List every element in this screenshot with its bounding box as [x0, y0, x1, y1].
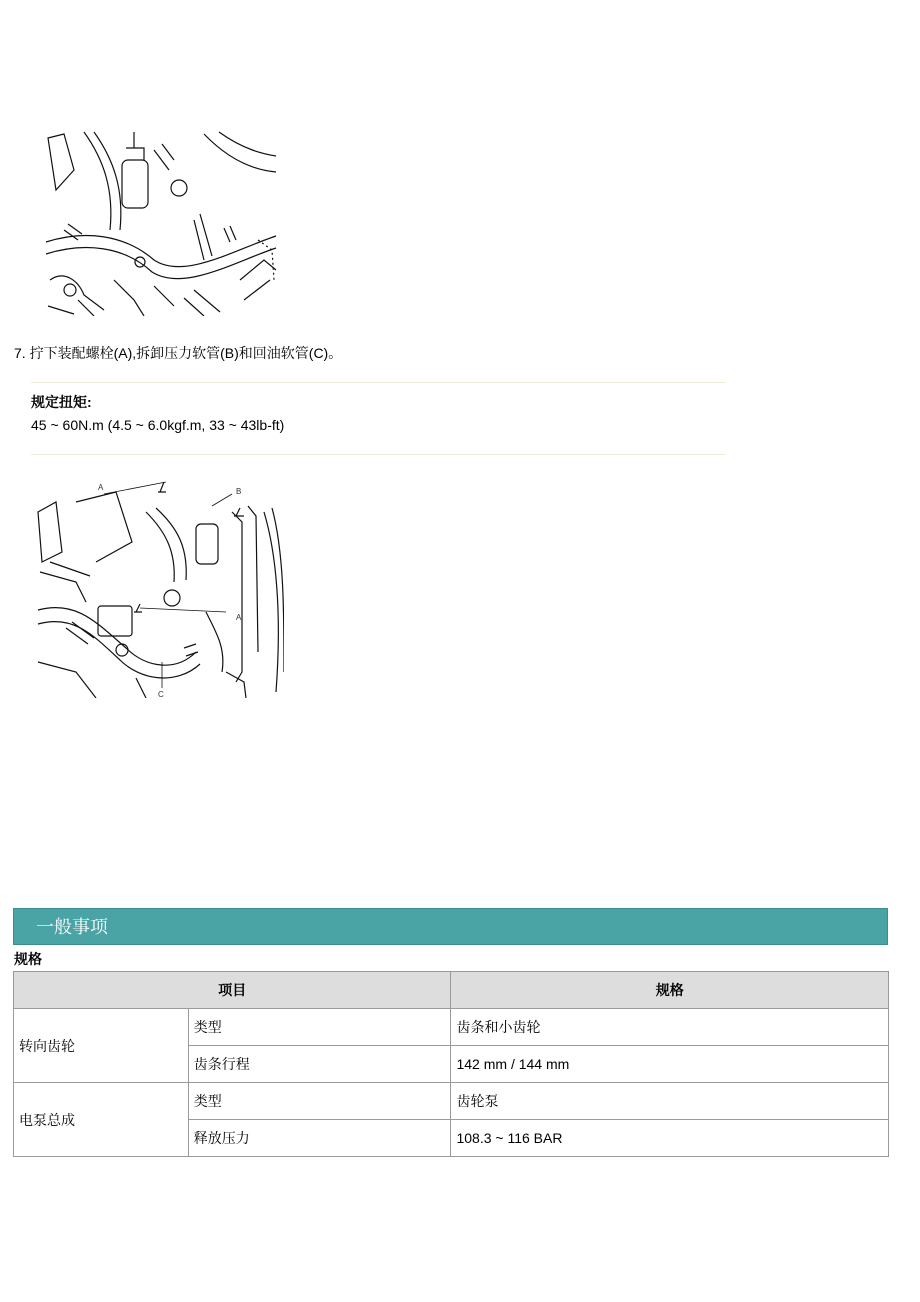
row-spec: 齿轮泵 — [451, 1083, 889, 1120]
table-row — [14, 1009, 889, 1046]
table-header-row — [14, 972, 889, 1009]
row-item: 类型 — [188, 1083, 451, 1120]
hose-illustration — [44, 130, 278, 316]
torque-value: 45 ~ 60N.m (4.5 ~ 6.0kgf.m, 33 ~ 43lb-ft) — [31, 417, 285, 433]
header-item: 项目 — [14, 972, 451, 1009]
figure-bolt-hose-drawing — [36, 472, 284, 698]
callout-b: B — [236, 487, 242, 496]
spec-subtitle: 规格 — [14, 951, 42, 967]
header-spec: 规格 — [451, 972, 889, 1009]
divider — [31, 454, 726, 455]
spec-table — [13, 971, 889, 1157]
step-instruction: 7. 拧下装配螺栓(A),拆卸压力软管(B)和回油软管(C)。 — [14, 345, 343, 361]
row-spec: 齿条和小齿轮 — [451, 1009, 889, 1046]
row-item: 释放压力 — [188, 1120, 451, 1157]
row-item: 齿条行程 — [188, 1046, 451, 1083]
row-spec: 142 mm / 144 mm — [451, 1046, 889, 1083]
table-row — [14, 1083, 889, 1120]
row-item: 类型 — [188, 1009, 451, 1046]
torque-label: 规定扭矩: — [31, 394, 92, 410]
callout-a: A — [98, 483, 104, 492]
bolt-hose-illustration — [36, 472, 284, 698]
section-header — [13, 908, 888, 945]
row-spec: 108.3 ~ 116 BAR — [451, 1120, 889, 1157]
callout-a-lower: A — [236, 613, 242, 622]
callout-c: C — [158, 690, 164, 698]
divider — [31, 382, 726, 383]
group-name: 电泵总成 — [14, 1083, 189, 1157]
section-title: 一般事项 — [36, 917, 108, 937]
group-name: 转向齿轮 — [14, 1009, 189, 1083]
figure-hose-drawing — [44, 130, 278, 316]
